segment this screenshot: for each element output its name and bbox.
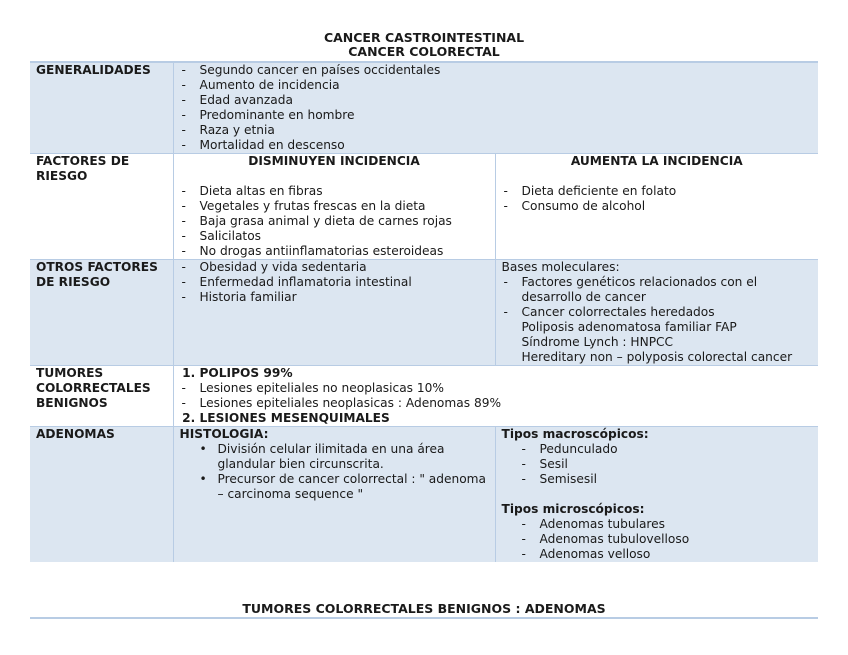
footer-caption: TUMORES COLORRECTALES BENIGNOS : ADENOMAS <box>242 601 606 616</box>
polipos-list <box>180 381 813 411</box>
aumenta-header: AUMENTA LA INCIDENCIA <box>570 154 743 168</box>
list-item: - Dieta altas en fibras <box>200 184 489 199</box>
polipos-text: POLIPOS 99% <box>199 366 293 380</box>
list-item: - Segundo cancer en países occidentales <box>200 63 813 78</box>
otros-list <box>180 260 489 305</box>
list-item: - Adenomas tubulovelloso <box>540 532 813 547</box>
row-otros-factores <box>30 260 818 366</box>
micro-label: Tipos microscópicos: <box>501 502 645 516</box>
bases-label: Bases moleculares: <box>501 260 620 274</box>
heredado-item: Poliposis adenomatosa familiar FAP <box>521 320 737 334</box>
histologia-label: HISTOLOGIA: <box>179 427 269 441</box>
list-item-text: - Cancer colorrectales heredados <box>521 305 715 319</box>
tumores-list <box>180 366 813 426</box>
row-label: TUMORES COLORRECTALES BENIGNOS <box>30 366 173 427</box>
row-generalidades <box>30 62 818 154</box>
list-item: - Consumo de alcohol <box>522 199 813 214</box>
list-item: - Aumento de incidencia <box>200 78 813 93</box>
micro-list <box>502 517 813 562</box>
list-item <box>522 305 813 365</box>
document-title: CANCER CASTROINTESTINAL <box>323 30 525 45</box>
list-item: - Obesidad y vida sedentaria <box>200 260 489 275</box>
generalidades-list <box>180 63 813 153</box>
list-item: - Factores genéticos relacionados con el desarrollo de cancer <box>522 275 813 305</box>
polipos-heading <box>200 366 813 411</box>
list-item: - No drogas antiinflamatorias esteroideas <box>200 244 489 259</box>
list-item: - Historia familiar <box>200 290 489 305</box>
list-item: • División celular ilimitada en una área glandular bien circunscrita. <box>218 442 489 472</box>
macro-label: Tipos macroscópicos: <box>501 427 649 441</box>
list-item: - Lesiones epiteliales neoplasicas : Adenomas 89% <box>200 396 813 411</box>
histologia-list <box>180 442 489 502</box>
list-item: - Baja grasa animal y dieta de carnes rojas <box>200 214 489 229</box>
row-label: GENERALIDADES <box>30 62 173 154</box>
row-label: ADENOMAS <box>30 427 173 563</box>
list-item: - Adenomas velloso <box>540 547 813 562</box>
list-item: - Sesil <box>540 457 813 472</box>
list-item: - Lesiones epiteliales no neoplasicas 10% <box>200 381 813 396</box>
list-item: - Salicilatos <box>200 229 489 244</box>
list-item: • Precursor de cancer colorrectal : " adenoma – carcinoma sequence " <box>218 472 489 502</box>
row-adenomas <box>30 427 818 563</box>
list-item: - Predominante en hombre <box>200 108 813 123</box>
list-item: - Mortalidad en descenso <box>200 138 813 153</box>
mesenquimales-heading: 2. LESIONES MESENQUIMALES <box>200 411 813 426</box>
heredado-item: Síndrome Lynch : HNPCC <box>521 335 674 349</box>
macro-list <box>502 442 813 487</box>
list-item: - Adenomas tubulares <box>540 517 813 532</box>
row-label: FACTORES DE RIESGO <box>30 154 173 260</box>
disminuyen-header: DISMINUYEN INCIDENCIA <box>248 154 420 168</box>
row-factores <box>30 154 818 260</box>
list-item: - Pedunculado <box>540 442 813 457</box>
disminuyen-list <box>180 184 489 259</box>
summary-table <box>30 61 818 562</box>
list-item: - Enfermedad inflamatoria intestinal <box>200 275 489 290</box>
footer-divider <box>30 617 818 619</box>
list-item: - Dieta deficiente en folato <box>522 184 813 199</box>
list-item: - Raza y etnia <box>200 123 813 138</box>
row-tumores <box>30 366 818 427</box>
document-subtitle: CANCER COLORECTAL <box>348 44 500 59</box>
row-label: OTROS FACTORES DE RIESGO <box>30 260 173 366</box>
aumenta-list <box>502 184 813 214</box>
list-item: - Semisesil <box>540 472 813 487</box>
list-item: - Edad avanzada <box>200 93 813 108</box>
heredado-item: Hereditary non – polyposis colorectal cancer <box>521 350 793 364</box>
list-item: - Vegetales y frutas frescas en la dieta <box>200 199 489 214</box>
bases-list <box>502 275 813 365</box>
